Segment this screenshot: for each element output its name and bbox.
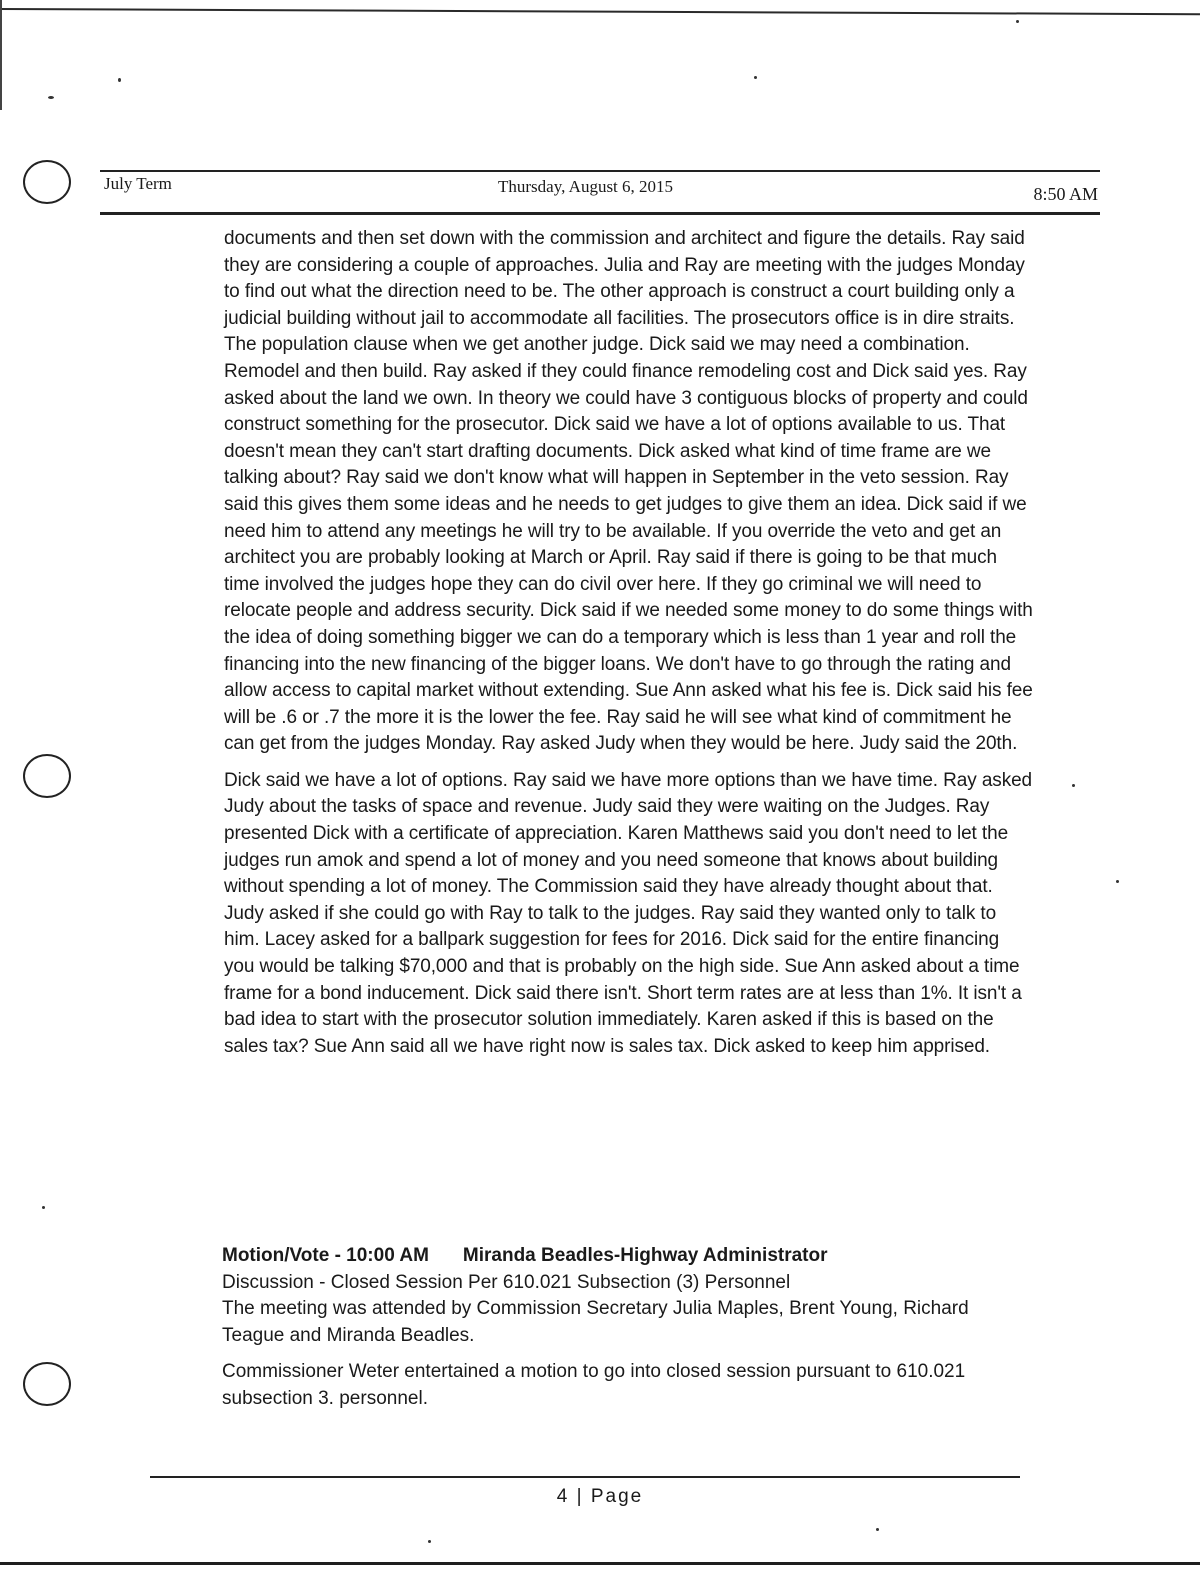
scan-speck [118, 78, 121, 82]
scan-left-edge-line [0, 0, 2, 110]
page-number: 4 | Page [556, 1486, 644, 1507]
header-time: 8:50 AM [1033, 184, 1098, 204]
scan-speck [1016, 20, 1019, 23]
motion-text: Commissioner Weter entertained a motion to go into closed session pursuant to 610.021 subsection 3. personnel. [222, 1361, 966, 1409]
scan-bottom-edge-line [0, 1562, 1200, 1565]
punch-hole-top [23, 160, 71, 204]
footer-rule [150, 1476, 1020, 1478]
header-date: Thursday, August 6, 2015 [498, 177, 674, 196]
minutes-paragraph-1: documents and then set down with the commission and architect and figure the details. Ray said they are considering a couple of approaches. Julia and Ray are meeting with the judges Monday to find out what the direction need to be. The other approach is construct a court building only a judicial building without jail to accommodate all facilities. The prosecutors office is in dire straits. The population clause when we get another judge. Dick said we may need a combination. Remodel and then build. Ray asked if they could finance remodeling cost and Dick said yes. Ray asked about the land we own. In theory we could have 3 contiguous blocks of property and could construct something for the prosecutor. Dick said we have a lot of options available to us. That doesn't mean they can't start drafting documents. Dick asked what kind of time frame are we talking about? Ray said we don't know what will happen in September in the veto session. Ray said this gives them some ideas and he needs to get judges to give them an idea. Dick said if we need him to attend any meetings he will try to be available. If you override the veto and get an architect you are probably looking at March or April. Ray said if there is going to be that much time involved the judges hope they can do civil over here. If they go criminal we will need to relocate people and address security. Dick said if we needed some money to do some things with the idea of doing something bigger we can do a temporary which is less than 1 year and roll the financing into the new financing of the bigger loans. We don't have to go through the rating and allow access to capital market without extending. Sue Ann asked what his fee is. Dick said his fee will be .6 or .7 the more it is the lower the fee. Ray said he will see what kind of commitment he can get from the judges Monday. Ray asked Judy when they would be here. Judy said the 20th. [224, 228, 1033, 755]
motion-discussion: Discussion - Closed Session Per 610.021 Subsection (3) Personnel [222, 1271, 791, 1293]
scan-speck [428, 1540, 431, 1543]
punch-hole-middle [23, 754, 71, 798]
motion-heading-subject: Miranda Beadles-Highway Administrator [462, 1245, 828, 1266]
scan-speck [42, 1206, 45, 1209]
header-term: July Term [104, 174, 172, 193]
motion-heading-time: Motion/Vote - 10:00 AM [222, 1245, 429, 1266]
scan-top-edge-line [0, 8, 1200, 15]
motion-section [222, 1243, 1032, 1413]
minutes-paragraph-2: Dick said we have a lot of options. Ray said we have more options than we have time. Ray asked Judy about the tasks of space and revenue. Judy said they were waiting on the Judges. Ray presented Dick with a certificate of appreciation. Karen Matthews said you don't need to let the judges run amok and spend a lot of money and you need someone that knows about building without spending a lot of money. The Commission said they have already thought about that. Judy asked if she could go with Ray to talk to the judges. Ray said they wanted only to talk to him. Lacey asked for a ballpark suggestion for fees for 2016. Dick said for the entire financing you would be talking $70,000 and that is probably on the high side. Sue Ann asked about a time frame for a bond inducement. Dick said there isn't. Short term rates are at less than 1%. It isn't a bad idea to start with the prosecutor solution immediately. Karen asked if this is based on the sales tax? Sue Ann said all we have right now is sales tax. Dick asked to keep him apprised. [224, 769, 1033, 1057]
scan-speck [1072, 784, 1075, 787]
page-header [100, 168, 1100, 214]
motion-heading [222, 1243, 1032, 1270]
scan-speck [754, 76, 757, 79]
header-bottom-rule [100, 212, 1100, 215]
scan-speck [48, 96, 54, 99]
scan-speck [1116, 880, 1119, 883]
motion-attendance: The meeting was attended by Commission Secretary Julia Maples, Brent Young, Richard Teague and Miranda Beadles. [222, 1298, 969, 1346]
minutes-body [224, 226, 1034, 1070]
punch-hole-bottom [23, 1362, 71, 1406]
scan-speck [876, 1528, 879, 1531]
